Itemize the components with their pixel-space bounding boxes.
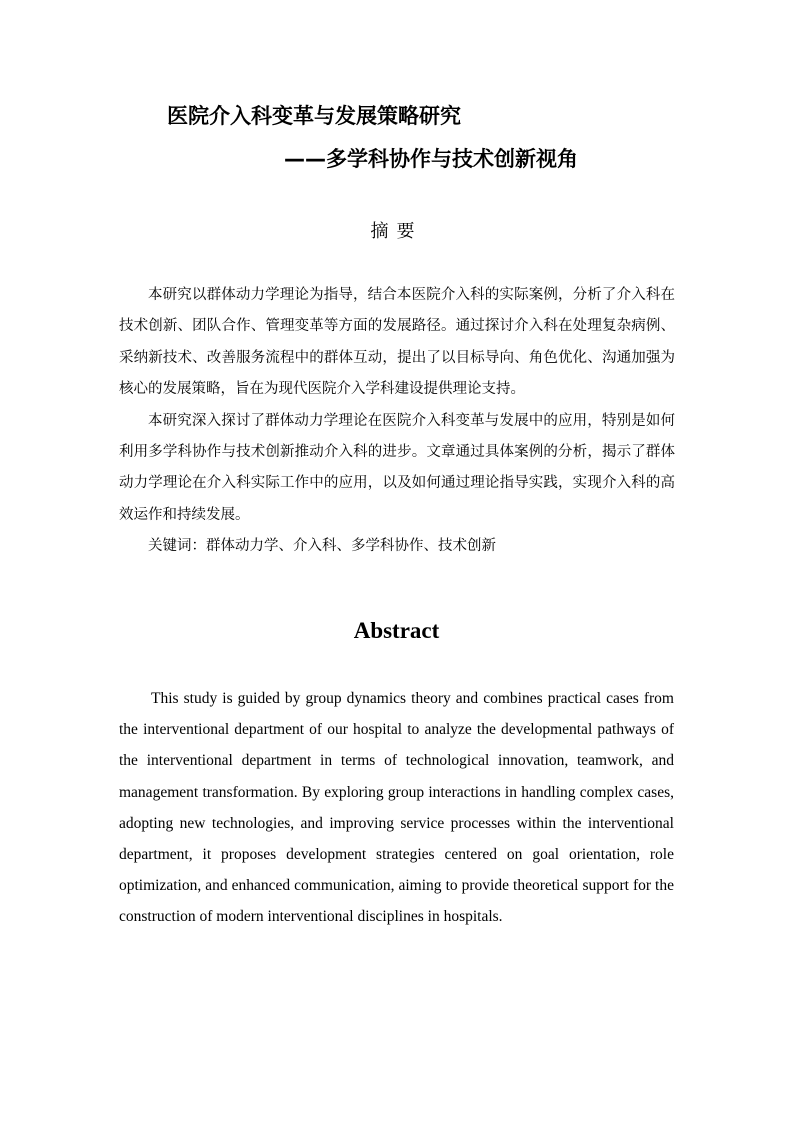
paper-title: 医院介入科变革与发展策略研究 bbox=[167, 104, 461, 128]
paper-subtitle: ——多学科协作与技术创新视角 bbox=[284, 147, 578, 171]
chinese-abstract-body bbox=[119, 280, 675, 563]
chinese-abstract-paragraph-1: 本研究以群体动力学理论为指导，结合本医院介入科的实际案例，分析了介入科在技术创新、团队合作、管理变革等方面的发展路径。通过探讨介入科在处理复杂病例、采纳新技术、改善服务流程中的群体互动，提出了以目标导向、角色优化、沟通加强为核心的发展策略，旨在为现代医院介入学科建设提供理论支持。 bbox=[119, 287, 675, 398]
chinese-keywords: 关键词：群体动力学、介入科、多学科协作、技术创新 bbox=[148, 538, 496, 555]
chinese-abstract-heading: 摘要 bbox=[370, 221, 423, 242]
english-abstract-paragraph: This study is guided by group dynamics theory and combines practical cases from the interventional department of our hospital to analyze the developmental pathways of the interventional department in terms of technological innovation, teamwork, and management transformation. By exploring group interactions in handling complex cases, adopting new technologies, and improving service processes within the interventional department, it proposes development strategies centered on goal orientation, role optimization, and enhanced communication, aiming to provide theoretical support for the construction of modern interventional disciplines in hospitals. bbox=[119, 690, 674, 926]
english-abstract-heading: Abstract bbox=[353, 618, 440, 643]
chinese-abstract-paragraph-2: 本研究深入探讨了群体动力学理论在医院介入科变革与发展中的应用，特别是如何利用多学科协作与技术创新推动介入科的进步。文章通过具体案例的分析，揭示了群体动力学理论在介入科实际工作中的应用，以及如何通过理论指导实践，实现介入科的高效运作和持续发展。 bbox=[119, 412, 675, 523]
english-abstract-body bbox=[119, 683, 674, 933]
